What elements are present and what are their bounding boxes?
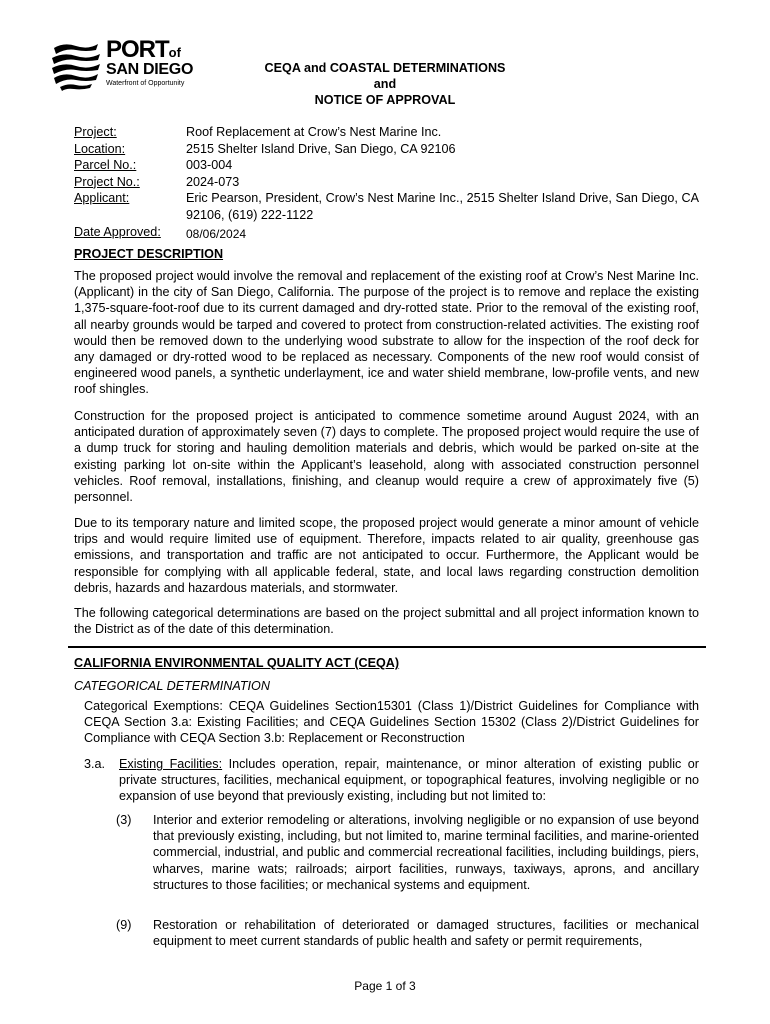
project-row xyxy=(74,124,699,141)
description-paragraph-3: Due to its temporary nature and limited scope, the proposed project would generate a minor amount of vehicle trips and would require limited use of equipment. Therefore, impacts related to air quality, greenhouse gas emissions, and transportation and traffic are not anticipated to occur. Furthermore, the Applicant would be responsible for complying with all applicable federal, state, and local laws regarding construction demolition debris, hazards and hazardous materials, and stormwater. xyxy=(74,516,699,595)
title-line-2: and xyxy=(373,77,397,91)
description-paragraph-4: The following categorical determinations are based on the project submittal and all project information known to the District as of the date of this determination. xyxy=(74,606,699,637)
categorical-determination-heading: CATEGORICAL DETERMINATION xyxy=(74,679,270,693)
project-label: Project: xyxy=(74,125,117,139)
wave-mark-icon xyxy=(50,40,102,92)
logo-port-text: PORTof xyxy=(106,36,181,63)
project-number-label: Project No.: xyxy=(74,174,140,189)
date-approved-label: Date Approved: xyxy=(74,225,161,239)
project-value: Roof Replacement at Crow’s Nest Marine Inc. xyxy=(186,125,442,139)
existing-facilities-item xyxy=(84,756,699,805)
page-number: Page 1 of 3 xyxy=(354,979,416,993)
logo-san-diego-text: SAN DIEGO xyxy=(106,61,194,78)
port-logo xyxy=(50,36,210,92)
project-number-row xyxy=(74,174,699,191)
ceqa-heading: CALIFORNIA ENVIRONMENTAL QUALITY ACT (CEQA) xyxy=(74,656,400,670)
item-number: 3.a. xyxy=(84,757,106,771)
item-text: Includes operation, repair, maintenance, or minor alteration of existing public or private structures, facilities, mechanical equipment, or topographical features, involving negligible or no expansion of use beyond that previously existing, including but not limited to: xyxy=(119,757,699,804)
sub-item-9-text: Restoration or rehabilitation of deteriorated or damaged structures, facilities or mechanical equipment to meet current standards of public health and safety or permit requirements, xyxy=(153,918,699,949)
applicant-value: Eric Pearson, President, Crow’s Nest Marine Inc., 2515 Shelter Island Drive, San Diego, CA 92106, (619) 222-1122 xyxy=(186,191,699,222)
description-paragraph-2: Construction for the proposed project is anticipated to commence sometime around August 2024, with an anticipated duration of approximately seven (7) days to complete. The proposed project would require the use of a dump truck for storing and hauling demolition materials and debris, which would be parked on-site at the existing parking lot on-site within the Applicant’s leasehold, along with associated construction personnel vehicles. Roof removal, installations, finishing, and cleanup would require a crew of approximately five (5) personnel. xyxy=(74,409,699,505)
sub-item-9-number: (9) xyxy=(116,918,132,932)
sub-item-9 xyxy=(116,917,699,949)
location-label: Location: xyxy=(74,141,126,156)
applicant-label: Applicant: xyxy=(74,191,130,205)
document-title xyxy=(200,60,570,108)
sub-item-3-text: Interior and exterior remodeling or alterations, involving negligible or no expansion of use beyond that previously existing, including, but not limited to, marine terminal facilities, and marine-oriented commercial, industrial, and public and commercial recreational facilities, including buildings, piers, wharves, marine wats; railroads; airport facilities, runways, taxiways, aprons, and ancillary structures to those facilities; or mechanical systems and equipment. xyxy=(153,813,699,892)
location-value: 2515 Shelter Island Drive, San Diego, CA 92106 xyxy=(186,141,456,156)
applicant-row xyxy=(74,190,699,223)
categorical-exemptions-text: Categorical Exemptions: CEQA Guidelines Section15301 (Class 1)/District Guidelines for Compliance with CEQA Section 3.a: Existing Facilities; and CEQA Guidelines Section 15302 (Class 2)/District Guidelines for Compliance with CEQA Section 3.b: Replacement or Reconstruction xyxy=(84,699,699,746)
parcel-row xyxy=(74,157,699,174)
item-title: Existing Facilities: xyxy=(119,757,223,771)
logo-tagline: Waterfront of Opportunity xyxy=(106,80,185,87)
date-approved-value: 08/06/2024 xyxy=(186,227,247,241)
sub-item-3-number: (3) xyxy=(116,813,132,827)
location-row xyxy=(74,141,699,158)
parcel-value: 003-004 xyxy=(186,158,233,172)
title-line-3: NOTICE OF APPROVAL xyxy=(314,93,456,107)
project-info xyxy=(74,124,699,243)
section-divider xyxy=(68,646,706,648)
parcel-label: Parcel No.: xyxy=(74,158,137,172)
project-description-heading: PROJECT DESCRIPTION xyxy=(74,247,224,261)
sub-item-3 xyxy=(116,812,699,893)
title-line-1: CEQA and COASTAL DETERMINATIONS xyxy=(264,61,506,75)
project-number-value: 2024-073 xyxy=(186,174,240,189)
description-paragraph-1: The proposed project would involve the removal and replacement of the existing roof at Crow’s Nest Marine Inc. (Applicant) in the city of San Diego, California. The purpose of the project is to remove and replace the existing 1,375-square-foot-roof due to its current damaged and dry-rotted state. Prior to the removal of the existing roof, all nearby grounds would be tarped and covered to protect from construction-related activities. The existing roof would then be removed down to the underlying wood substrate to allow for the inspection of the roof deck for any damaged or dry-rotted wood to be replaced as necessary. Components of the new roof would consist of engineered wood panels, a synthetic underlayment, ice and water shield membrane, low-profile vents, and new roof shingles. xyxy=(74,269,699,397)
date-approved-row xyxy=(74,224,699,243)
